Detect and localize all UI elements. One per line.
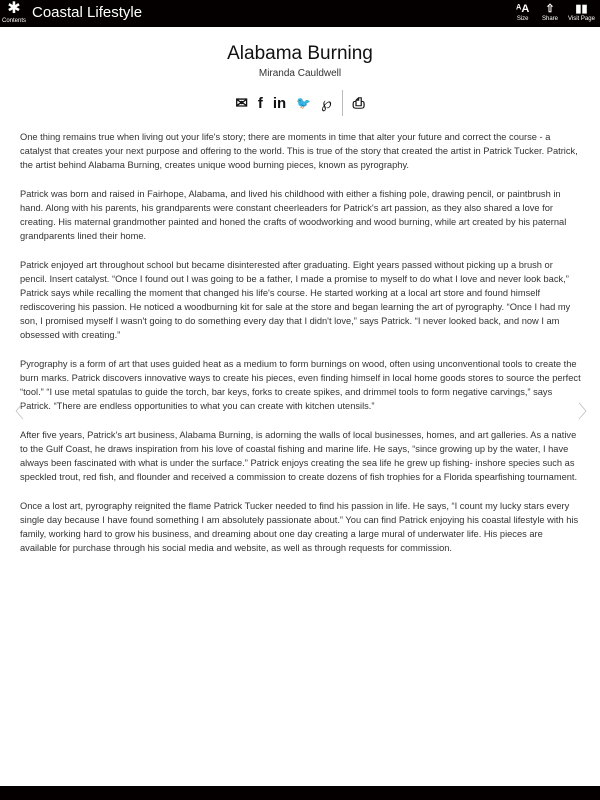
facebook-icon[interactable]: f <box>257 94 263 112</box>
bottom-bar <box>0 786 600 800</box>
paragraph: Pyrography is a form of art that uses guided heat as a medium to form burnings on wood, often using unconventional tools to create the burn marks. Patrick discovers innovative ways to create his pieces, even finding himself in local home goods stores to source the perfect “tool.” “I use metal spatulas to guide the torch, bar keys, forks to create spikes, and drimmel tools to form negative carvings,” says Patrick. “There are endless opportunities to what you can create with kitchen utensils.” <box>20 359 581 411</box>
top-bar <box>0 0 600 27</box>
share-button[interactable] <box>542 2 558 22</box>
next-page-arrow-icon[interactable]: 〉 <box>578 402 596 422</box>
article-header <box>0 43 600 79</box>
size-button[interactable] <box>516 2 529 22</box>
contents-label: Contents <box>1 18 26 24</box>
contents-button[interactable] <box>0 2 28 24</box>
email-icon[interactable]: ✉ <box>235 95 248 112</box>
paragraph: After five years, Patrick's art business, Alabama Burning, is adorning the walls of local businesses, homes, and art galleries. As a native to the Gulf Coast, he draws inspiration from his love of coastal fishing and marine life. He says, “since growing up by the water, I have always been fascinated with what is under the surface.” Patrick enjoys creating the sea life he grew up fishing- inshore species such as speckled trout, red fish, and flounder and received a commission to create dozens of fish trophies for a Florida spearfishing tournament. <box>20 430 578 482</box>
share-toolbar <box>0 90 600 116</box>
size-label: Size <box>516 16 529 22</box>
linkedin-icon[interactable]: in <box>272 94 287 112</box>
twitter-icon[interactable]: 🐦 <box>296 96 312 110</box>
font-size-icon: ᴬA <box>516 3 530 15</box>
visit-page-label: Visit Page <box>568 16 595 22</box>
paragraph: One thing remains true when living out your life's story; there are moments in time that alter your future and correct the course - a catalyst that creates your next purpose and offering to the world. This is true of the story that created the artist in Patrick Tucker. Patrick, the artist behind Alabama Burning, creates unique wood burning pieces, known as pyrography. <box>20 132 578 170</box>
article-body <box>20 130 582 570</box>
paragraph: Patrick enjoyed art throughout school but became disinterested after graduating. Eight years passed without picking up a brush or pencil. Insert catalyst. “Once I found out I was going to be a father, I made a promise to myself to do what I love and never look back,” Patrick says while recalling the moment that changed his life's course. He started working at a local art store and found himself rediscovering his passion. He noticed a woodburning kit for sale at the store and began learning the art of pyrography. “Once I had my son, I promised myself I wasn't going to do something every day that I didn't love,” says Patrick. “I never looked back, and now I am obsessed with creating.” <box>20 260 571 340</box>
article-title: Alabama Burning <box>227 43 373 64</box>
pinterest-icon[interactable]: ℘ <box>321 95 332 112</box>
contents-icon: ✱ <box>7 0 21 17</box>
paragraph: Patrick was born and raised in Fairhope, Alabama, and lived his childhood with either a fishing pole, drawing pencil, or paintbrush in hand. Along with his parents, his grandparents were constant cheerleaders for Patrick's art passion, as they also shared a love for creating. His maternal grandmother painted and honed the crafts of woodworking and wood burning, while art created by his paternal grandparents lined their home. <box>20 189 567 241</box>
visit-page-button[interactable] <box>568 2 595 22</box>
divider <box>342 90 343 116</box>
paragraph: Once a lost art, pyrography reignited the flame Patrick Tucker needed to find his passion in life. He says, “I count my lucky stars every single day because I have found something I am absolutely passionate about.” You can find Patrick enjoying his coastal lifestyle with his family, working hard to grow his business, and dreaming about one day creating a large mural of underwater life. His pieces are available for purchase through his social media and website, as well as through requests for commission. <box>20 501 579 553</box>
publication-title: Coastal Lifestyle <box>32 4 143 21</box>
book-icon: ▮▮ <box>575 3 588 15</box>
print-icon[interactable]: ⎙ <box>352 94 365 112</box>
article-author: Miranda Cauldwell <box>258 68 342 79</box>
share-label: Share <box>542 16 559 22</box>
share-icon: ⇧ <box>545 3 555 15</box>
previous-page-arrow-icon[interactable]: 〈 <box>6 402 24 422</box>
